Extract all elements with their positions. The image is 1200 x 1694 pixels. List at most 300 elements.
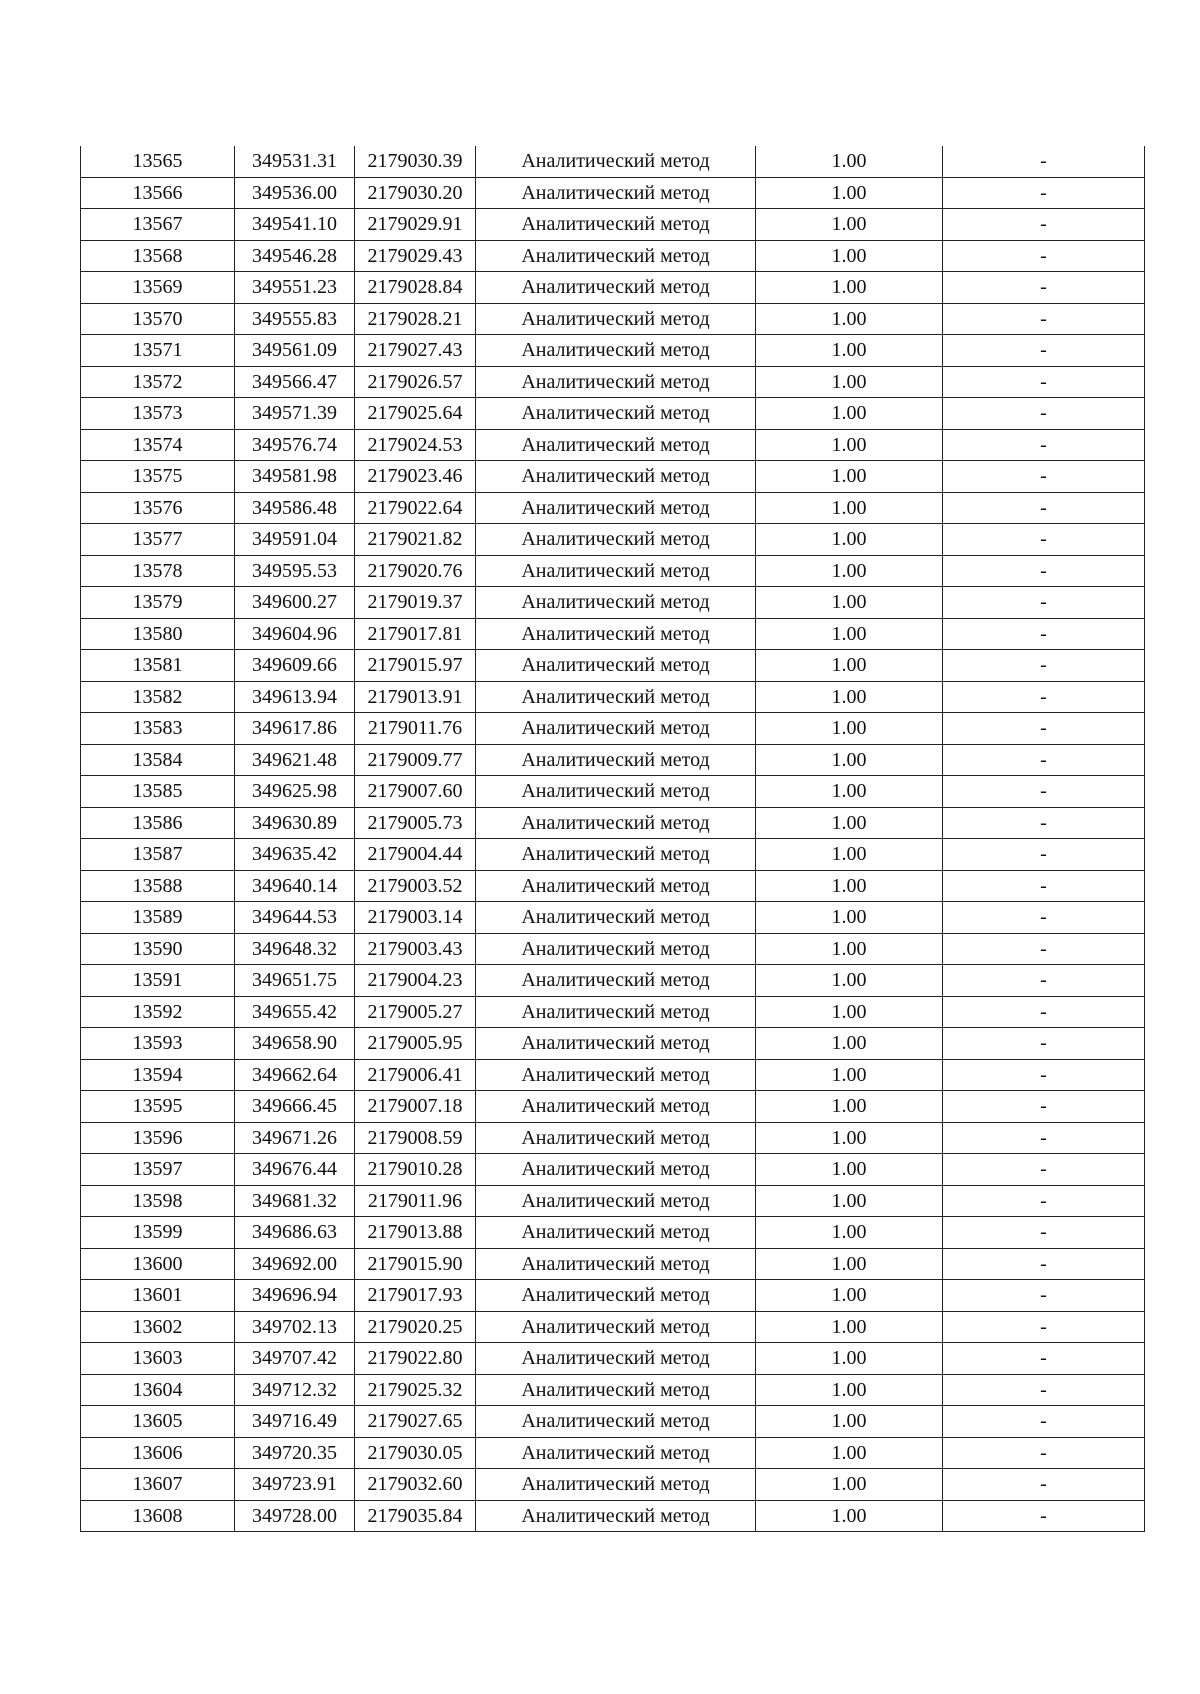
method-cell: Аналитический метод bbox=[476, 870, 756, 902]
table-row bbox=[81, 618, 1145, 650]
x-coordinate-cell: 349712.32 bbox=[235, 1374, 355, 1406]
table-row bbox=[81, 492, 1145, 524]
note-cell: - bbox=[943, 776, 1145, 808]
method-cell: Аналитический метод bbox=[476, 146, 756, 177]
point-number-cell: 13573 bbox=[81, 398, 235, 430]
point-number-cell: 13585 bbox=[81, 776, 235, 808]
table-row bbox=[81, 1248, 1145, 1280]
point-number-cell: 13602 bbox=[81, 1311, 235, 1343]
note-cell: - bbox=[943, 146, 1145, 177]
x-coordinate-cell: 349696.94 bbox=[235, 1280, 355, 1312]
y-coordinate-cell: 2179004.44 bbox=[355, 839, 476, 871]
accuracy-cell: 1.00 bbox=[756, 839, 943, 871]
y-coordinate-cell: 2179009.77 bbox=[355, 744, 476, 776]
y-coordinate-cell: 2179025.64 bbox=[355, 398, 476, 430]
accuracy-cell: 1.00 bbox=[756, 1122, 943, 1154]
x-coordinate-cell: 349720.35 bbox=[235, 1437, 355, 1469]
x-coordinate-cell: 349600.27 bbox=[235, 587, 355, 619]
table-row bbox=[81, 429, 1145, 461]
point-number-cell: 13580 bbox=[81, 618, 235, 650]
note-cell: - bbox=[943, 902, 1145, 934]
note-cell: - bbox=[943, 335, 1145, 367]
x-coordinate-cell: 349648.32 bbox=[235, 933, 355, 965]
accuracy-cell: 1.00 bbox=[756, 1248, 943, 1280]
note-cell: - bbox=[943, 177, 1145, 209]
note-cell: - bbox=[943, 303, 1145, 335]
table-row bbox=[81, 177, 1145, 209]
table-row bbox=[81, 776, 1145, 808]
point-number-cell: 13604 bbox=[81, 1374, 235, 1406]
table-row bbox=[81, 1059, 1145, 1091]
method-cell: Аналитический метод bbox=[476, 587, 756, 619]
point-number-cell: 13575 bbox=[81, 461, 235, 493]
point-number-cell: 13608 bbox=[81, 1500, 235, 1532]
y-coordinate-cell: 2179019.37 bbox=[355, 587, 476, 619]
note-cell: - bbox=[943, 1185, 1145, 1217]
method-cell: Аналитический метод bbox=[476, 272, 756, 304]
point-number-cell: 13597 bbox=[81, 1154, 235, 1186]
table-row bbox=[81, 587, 1145, 619]
point-number-cell: 13584 bbox=[81, 744, 235, 776]
accuracy-cell: 1.00 bbox=[756, 555, 943, 587]
note-cell: - bbox=[943, 1500, 1145, 1532]
note-cell: - bbox=[943, 1248, 1145, 1280]
table-row bbox=[81, 1311, 1145, 1343]
point-number-cell: 13576 bbox=[81, 492, 235, 524]
method-cell: Аналитический метод bbox=[476, 335, 756, 367]
x-coordinate-cell: 349686.63 bbox=[235, 1217, 355, 1249]
note-cell: - bbox=[943, 1059, 1145, 1091]
table-row bbox=[81, 1185, 1145, 1217]
point-number-cell: 13596 bbox=[81, 1122, 235, 1154]
note-cell: - bbox=[943, 713, 1145, 745]
note-cell: - bbox=[943, 461, 1145, 493]
note-cell: - bbox=[943, 1406, 1145, 1438]
y-coordinate-cell: 2179029.91 bbox=[355, 209, 476, 241]
y-coordinate-cell: 2179013.91 bbox=[355, 681, 476, 713]
y-coordinate-cell: 2179015.97 bbox=[355, 650, 476, 682]
x-coordinate-cell: 349644.53 bbox=[235, 902, 355, 934]
x-coordinate-cell: 349635.42 bbox=[235, 839, 355, 871]
coordinates-table bbox=[80, 146, 1145, 1532]
point-number-cell: 13566 bbox=[81, 177, 235, 209]
point-number-cell: 13589 bbox=[81, 902, 235, 934]
point-number-cell: 13605 bbox=[81, 1406, 235, 1438]
y-coordinate-cell: 2179010.28 bbox=[355, 1154, 476, 1186]
method-cell: Аналитический метод bbox=[476, 429, 756, 461]
accuracy-cell: 1.00 bbox=[756, 807, 943, 839]
y-coordinate-cell: 2179027.43 bbox=[355, 335, 476, 367]
y-coordinate-cell: 2179030.20 bbox=[355, 177, 476, 209]
y-coordinate-cell: 2179007.18 bbox=[355, 1091, 476, 1123]
point-number-cell: 13592 bbox=[81, 996, 235, 1028]
x-coordinate-cell: 349640.14 bbox=[235, 870, 355, 902]
note-cell: - bbox=[943, 429, 1145, 461]
table-row bbox=[81, 996, 1145, 1028]
table-row bbox=[81, 807, 1145, 839]
accuracy-cell: 1.00 bbox=[756, 461, 943, 493]
note-cell: - bbox=[943, 996, 1145, 1028]
point-number-cell: 13574 bbox=[81, 429, 235, 461]
y-coordinate-cell: 2179024.53 bbox=[355, 429, 476, 461]
method-cell: Аналитический метод bbox=[476, 933, 756, 965]
method-cell: Аналитический метод bbox=[476, 1248, 756, 1280]
note-cell: - bbox=[943, 1311, 1145, 1343]
table-row bbox=[81, 839, 1145, 871]
point-number-cell: 13593 bbox=[81, 1028, 235, 1060]
method-cell: Аналитический метод bbox=[476, 965, 756, 997]
table-row bbox=[81, 272, 1145, 304]
method-cell: Аналитический метод bbox=[476, 555, 756, 587]
method-cell: Аналитический метод bbox=[476, 776, 756, 808]
accuracy-cell: 1.00 bbox=[756, 398, 943, 430]
method-cell: Аналитический метод bbox=[476, 1217, 756, 1249]
accuracy-cell: 1.00 bbox=[756, 240, 943, 272]
accuracy-cell: 1.00 bbox=[756, 1217, 943, 1249]
accuracy-cell: 1.00 bbox=[756, 303, 943, 335]
x-coordinate-cell: 349555.83 bbox=[235, 303, 355, 335]
y-coordinate-cell: 2179030.05 bbox=[355, 1437, 476, 1469]
accuracy-cell: 1.00 bbox=[756, 1059, 943, 1091]
point-number-cell: 13569 bbox=[81, 272, 235, 304]
table-row bbox=[81, 524, 1145, 556]
table-row bbox=[81, 398, 1145, 430]
y-coordinate-cell: 2179017.93 bbox=[355, 1280, 476, 1312]
point-number-cell: 13607 bbox=[81, 1469, 235, 1501]
accuracy-cell: 1.00 bbox=[756, 1091, 943, 1123]
note-cell: - bbox=[943, 1280, 1145, 1312]
point-number-cell: 13582 bbox=[81, 681, 235, 713]
accuracy-cell: 1.00 bbox=[756, 1343, 943, 1375]
method-cell: Аналитический метод bbox=[476, 1469, 756, 1501]
table-row bbox=[81, 1406, 1145, 1438]
accuracy-cell: 1.00 bbox=[756, 209, 943, 241]
method-cell: Аналитический метод bbox=[476, 303, 756, 335]
accuracy-cell: 1.00 bbox=[756, 177, 943, 209]
table-row bbox=[81, 1500, 1145, 1532]
x-coordinate-cell: 349541.10 bbox=[235, 209, 355, 241]
accuracy-cell: 1.00 bbox=[756, 744, 943, 776]
table-row bbox=[81, 1469, 1145, 1501]
x-coordinate-cell: 349604.96 bbox=[235, 618, 355, 650]
table-row bbox=[81, 303, 1145, 335]
table-row bbox=[81, 1154, 1145, 1186]
method-cell: Аналитический метод bbox=[476, 1122, 756, 1154]
method-cell: Аналитический метод bbox=[476, 1343, 756, 1375]
note-cell: - bbox=[943, 1217, 1145, 1249]
method-cell: Аналитический метод bbox=[476, 524, 756, 556]
table-row bbox=[81, 1437, 1145, 1469]
point-number-cell: 13572 bbox=[81, 366, 235, 398]
y-coordinate-cell: 2179022.64 bbox=[355, 492, 476, 524]
method-cell: Аналитический метод bbox=[476, 1154, 756, 1186]
x-coordinate-cell: 349666.45 bbox=[235, 1091, 355, 1123]
y-coordinate-cell: 2179021.82 bbox=[355, 524, 476, 556]
x-coordinate-cell: 349617.86 bbox=[235, 713, 355, 745]
point-number-cell: 13578 bbox=[81, 555, 235, 587]
accuracy-cell: 1.00 bbox=[756, 1500, 943, 1532]
note-cell: - bbox=[943, 870, 1145, 902]
table-row bbox=[81, 335, 1145, 367]
accuracy-cell: 1.00 bbox=[756, 902, 943, 934]
accuracy-cell: 1.00 bbox=[756, 429, 943, 461]
point-number-cell: 13606 bbox=[81, 1437, 235, 1469]
table-row bbox=[81, 240, 1145, 272]
note-cell: - bbox=[943, 240, 1145, 272]
table-row bbox=[81, 650, 1145, 682]
method-cell: Аналитический метод bbox=[476, 1374, 756, 1406]
note-cell: - bbox=[943, 272, 1145, 304]
accuracy-cell: 1.00 bbox=[756, 272, 943, 304]
y-coordinate-cell: 2179007.60 bbox=[355, 776, 476, 808]
note-cell: - bbox=[943, 492, 1145, 524]
point-number-cell: 13583 bbox=[81, 713, 235, 745]
y-coordinate-cell: 2179011.76 bbox=[355, 713, 476, 745]
x-coordinate-cell: 349581.98 bbox=[235, 461, 355, 493]
accuracy-cell: 1.00 bbox=[756, 681, 943, 713]
y-coordinate-cell: 2179028.21 bbox=[355, 303, 476, 335]
method-cell: Аналитический метод bbox=[476, 1059, 756, 1091]
point-number-cell: 13568 bbox=[81, 240, 235, 272]
accuracy-cell: 1.00 bbox=[756, 965, 943, 997]
note-cell: - bbox=[943, 1028, 1145, 1060]
x-coordinate-cell: 349728.00 bbox=[235, 1500, 355, 1532]
y-coordinate-cell: 2179005.27 bbox=[355, 996, 476, 1028]
table-row bbox=[81, 366, 1145, 398]
method-cell: Аналитический метод bbox=[476, 492, 756, 524]
method-cell: Аналитический метод bbox=[476, 1028, 756, 1060]
note-cell: - bbox=[943, 807, 1145, 839]
table-row bbox=[81, 681, 1145, 713]
note-cell: - bbox=[943, 398, 1145, 430]
method-cell: Аналитический метод bbox=[476, 713, 756, 745]
method-cell: Аналитический метод bbox=[476, 618, 756, 650]
y-coordinate-cell: 2179017.81 bbox=[355, 618, 476, 650]
y-coordinate-cell: 2179004.23 bbox=[355, 965, 476, 997]
note-cell: - bbox=[943, 650, 1145, 682]
y-coordinate-cell: 2179026.57 bbox=[355, 366, 476, 398]
table-row bbox=[81, 1028, 1145, 1060]
point-number-cell: 13603 bbox=[81, 1343, 235, 1375]
x-coordinate-cell: 349566.47 bbox=[235, 366, 355, 398]
accuracy-cell: 1.00 bbox=[756, 1280, 943, 1312]
y-coordinate-cell: 2179027.65 bbox=[355, 1406, 476, 1438]
y-coordinate-cell: 2179023.46 bbox=[355, 461, 476, 493]
x-coordinate-cell: 349625.98 bbox=[235, 776, 355, 808]
method-cell: Аналитический метод bbox=[476, 1500, 756, 1532]
x-coordinate-cell: 349662.64 bbox=[235, 1059, 355, 1091]
point-number-cell: 13586 bbox=[81, 807, 235, 839]
accuracy-cell: 1.00 bbox=[756, 618, 943, 650]
method-cell: Аналитический метод bbox=[476, 650, 756, 682]
note-cell: - bbox=[943, 933, 1145, 965]
point-number-cell: 13588 bbox=[81, 870, 235, 902]
x-coordinate-cell: 349591.04 bbox=[235, 524, 355, 556]
point-number-cell: 13599 bbox=[81, 1217, 235, 1249]
method-cell: Аналитический метод bbox=[476, 1437, 756, 1469]
table-row bbox=[81, 1122, 1145, 1154]
x-coordinate-cell: 349630.89 bbox=[235, 807, 355, 839]
method-cell: Аналитический метод bbox=[476, 1091, 756, 1123]
y-coordinate-cell: 2179008.59 bbox=[355, 1122, 476, 1154]
note-cell: - bbox=[943, 1154, 1145, 1186]
x-coordinate-cell: 349692.00 bbox=[235, 1248, 355, 1280]
note-cell: - bbox=[943, 1343, 1145, 1375]
x-coordinate-cell: 349651.75 bbox=[235, 965, 355, 997]
point-number-cell: 13598 bbox=[81, 1185, 235, 1217]
point-number-cell: 13591 bbox=[81, 965, 235, 997]
method-cell: Аналитический метод bbox=[476, 1311, 756, 1343]
table-row bbox=[81, 933, 1145, 965]
x-coordinate-cell: 349707.42 bbox=[235, 1343, 355, 1375]
x-coordinate-cell: 349536.00 bbox=[235, 177, 355, 209]
x-coordinate-cell: 349531.31 bbox=[235, 146, 355, 177]
x-coordinate-cell: 349576.74 bbox=[235, 429, 355, 461]
method-cell: Аналитический метод bbox=[476, 366, 756, 398]
x-coordinate-cell: 349621.48 bbox=[235, 744, 355, 776]
accuracy-cell: 1.00 bbox=[756, 713, 943, 745]
table-row bbox=[81, 870, 1145, 902]
y-coordinate-cell: 2179006.41 bbox=[355, 1059, 476, 1091]
point-number-cell: 13595 bbox=[81, 1091, 235, 1123]
accuracy-cell: 1.00 bbox=[756, 1185, 943, 1217]
table-row bbox=[81, 902, 1145, 934]
x-coordinate-cell: 349676.44 bbox=[235, 1154, 355, 1186]
table-row bbox=[81, 1217, 1145, 1249]
x-coordinate-cell: 349609.66 bbox=[235, 650, 355, 682]
accuracy-cell: 1.00 bbox=[756, 776, 943, 808]
accuracy-cell: 1.00 bbox=[756, 366, 943, 398]
note-cell: - bbox=[943, 209, 1145, 241]
table-row bbox=[81, 1280, 1145, 1312]
method-cell: Аналитический метод bbox=[476, 209, 756, 241]
y-coordinate-cell: 2179032.60 bbox=[355, 1469, 476, 1501]
accuracy-cell: 1.00 bbox=[756, 492, 943, 524]
method-cell: Аналитический метод bbox=[476, 902, 756, 934]
note-cell: - bbox=[943, 524, 1145, 556]
note-cell: - bbox=[943, 744, 1145, 776]
note-cell: - bbox=[943, 965, 1145, 997]
table-row bbox=[81, 965, 1145, 997]
method-cell: Аналитический метод bbox=[476, 1185, 756, 1217]
table-row bbox=[81, 146, 1145, 177]
note-cell: - bbox=[943, 1091, 1145, 1123]
y-coordinate-cell: 2179005.95 bbox=[355, 1028, 476, 1060]
table-row bbox=[81, 713, 1145, 745]
point-number-cell: 13581 bbox=[81, 650, 235, 682]
method-cell: Аналитический метод bbox=[476, 461, 756, 493]
accuracy-cell: 1.00 bbox=[756, 1154, 943, 1186]
method-cell: Аналитический метод bbox=[476, 744, 756, 776]
x-coordinate-cell: 349671.26 bbox=[235, 1122, 355, 1154]
x-coordinate-cell: 349716.49 bbox=[235, 1406, 355, 1438]
point-number-cell: 13600 bbox=[81, 1248, 235, 1280]
x-coordinate-cell: 349595.53 bbox=[235, 555, 355, 587]
y-coordinate-cell: 2179003.43 bbox=[355, 933, 476, 965]
method-cell: Аналитический метод bbox=[476, 839, 756, 871]
accuracy-cell: 1.00 bbox=[756, 587, 943, 619]
point-number-cell: 13577 bbox=[81, 524, 235, 556]
x-coordinate-cell: 349702.13 bbox=[235, 1311, 355, 1343]
method-cell: Аналитический метод bbox=[476, 996, 756, 1028]
note-cell: - bbox=[943, 1437, 1145, 1469]
point-number-cell: 13594 bbox=[81, 1059, 235, 1091]
note-cell: - bbox=[943, 618, 1145, 650]
note-cell: - bbox=[943, 366, 1145, 398]
table-row bbox=[81, 1091, 1145, 1123]
table-row bbox=[81, 744, 1145, 776]
y-coordinate-cell: 2179003.52 bbox=[355, 870, 476, 902]
point-number-cell: 13570 bbox=[81, 303, 235, 335]
method-cell: Аналитический метод bbox=[476, 240, 756, 272]
accuracy-cell: 1.00 bbox=[756, 524, 943, 556]
y-coordinate-cell: 2179020.25 bbox=[355, 1311, 476, 1343]
accuracy-cell: 1.00 bbox=[756, 996, 943, 1028]
y-coordinate-cell: 2179022.80 bbox=[355, 1343, 476, 1375]
y-coordinate-cell: 2179030.39 bbox=[355, 146, 476, 177]
table-row bbox=[81, 555, 1145, 587]
note-cell: - bbox=[943, 681, 1145, 713]
note-cell: - bbox=[943, 1469, 1145, 1501]
y-coordinate-cell: 2179020.76 bbox=[355, 555, 476, 587]
y-coordinate-cell: 2179003.14 bbox=[355, 902, 476, 934]
accuracy-cell: 1.00 bbox=[756, 650, 943, 682]
note-cell: - bbox=[943, 555, 1145, 587]
point-number-cell: 13590 bbox=[81, 933, 235, 965]
accuracy-cell: 1.00 bbox=[756, 335, 943, 367]
accuracy-cell: 1.00 bbox=[756, 1437, 943, 1469]
accuracy-cell: 1.00 bbox=[756, 1028, 943, 1060]
y-coordinate-cell: 2179035.84 bbox=[355, 1500, 476, 1532]
table-body bbox=[81, 146, 1145, 1532]
x-coordinate-cell: 349561.09 bbox=[235, 335, 355, 367]
y-coordinate-cell: 2179013.88 bbox=[355, 1217, 476, 1249]
y-coordinate-cell: 2179011.96 bbox=[355, 1185, 476, 1217]
y-coordinate-cell: 2179025.32 bbox=[355, 1374, 476, 1406]
method-cell: Аналитический метод bbox=[476, 177, 756, 209]
y-coordinate-cell: 2179005.73 bbox=[355, 807, 476, 839]
point-number-cell: 13579 bbox=[81, 587, 235, 619]
x-coordinate-cell: 349571.39 bbox=[235, 398, 355, 430]
point-number-cell: 13601 bbox=[81, 1280, 235, 1312]
x-coordinate-cell: 349681.32 bbox=[235, 1185, 355, 1217]
point-number-cell: 13567 bbox=[81, 209, 235, 241]
x-coordinate-cell: 349586.48 bbox=[235, 492, 355, 524]
note-cell: - bbox=[943, 1122, 1145, 1154]
accuracy-cell: 1.00 bbox=[756, 1374, 943, 1406]
accuracy-cell: 1.00 bbox=[756, 1311, 943, 1343]
point-number-cell: 13565 bbox=[81, 146, 235, 177]
method-cell: Аналитический метод bbox=[476, 807, 756, 839]
y-coordinate-cell: 2179028.84 bbox=[355, 272, 476, 304]
point-number-cell: 13587 bbox=[81, 839, 235, 871]
note-cell: - bbox=[943, 587, 1145, 619]
note-cell: - bbox=[943, 1374, 1145, 1406]
x-coordinate-cell: 349655.42 bbox=[235, 996, 355, 1028]
x-coordinate-cell: 349546.28 bbox=[235, 240, 355, 272]
accuracy-cell: 1.00 bbox=[756, 1469, 943, 1501]
x-coordinate-cell: 349723.91 bbox=[235, 1469, 355, 1501]
accuracy-cell: 1.00 bbox=[756, 933, 943, 965]
accuracy-cell: 1.00 bbox=[756, 146, 943, 177]
method-cell: Аналитический метод bbox=[476, 681, 756, 713]
table-row bbox=[81, 461, 1145, 493]
method-cell: Аналитический метод bbox=[476, 1280, 756, 1312]
method-cell: Аналитический метод bbox=[476, 398, 756, 430]
accuracy-cell: 1.00 bbox=[756, 870, 943, 902]
point-number-cell: 13571 bbox=[81, 335, 235, 367]
table-row bbox=[81, 1374, 1145, 1406]
